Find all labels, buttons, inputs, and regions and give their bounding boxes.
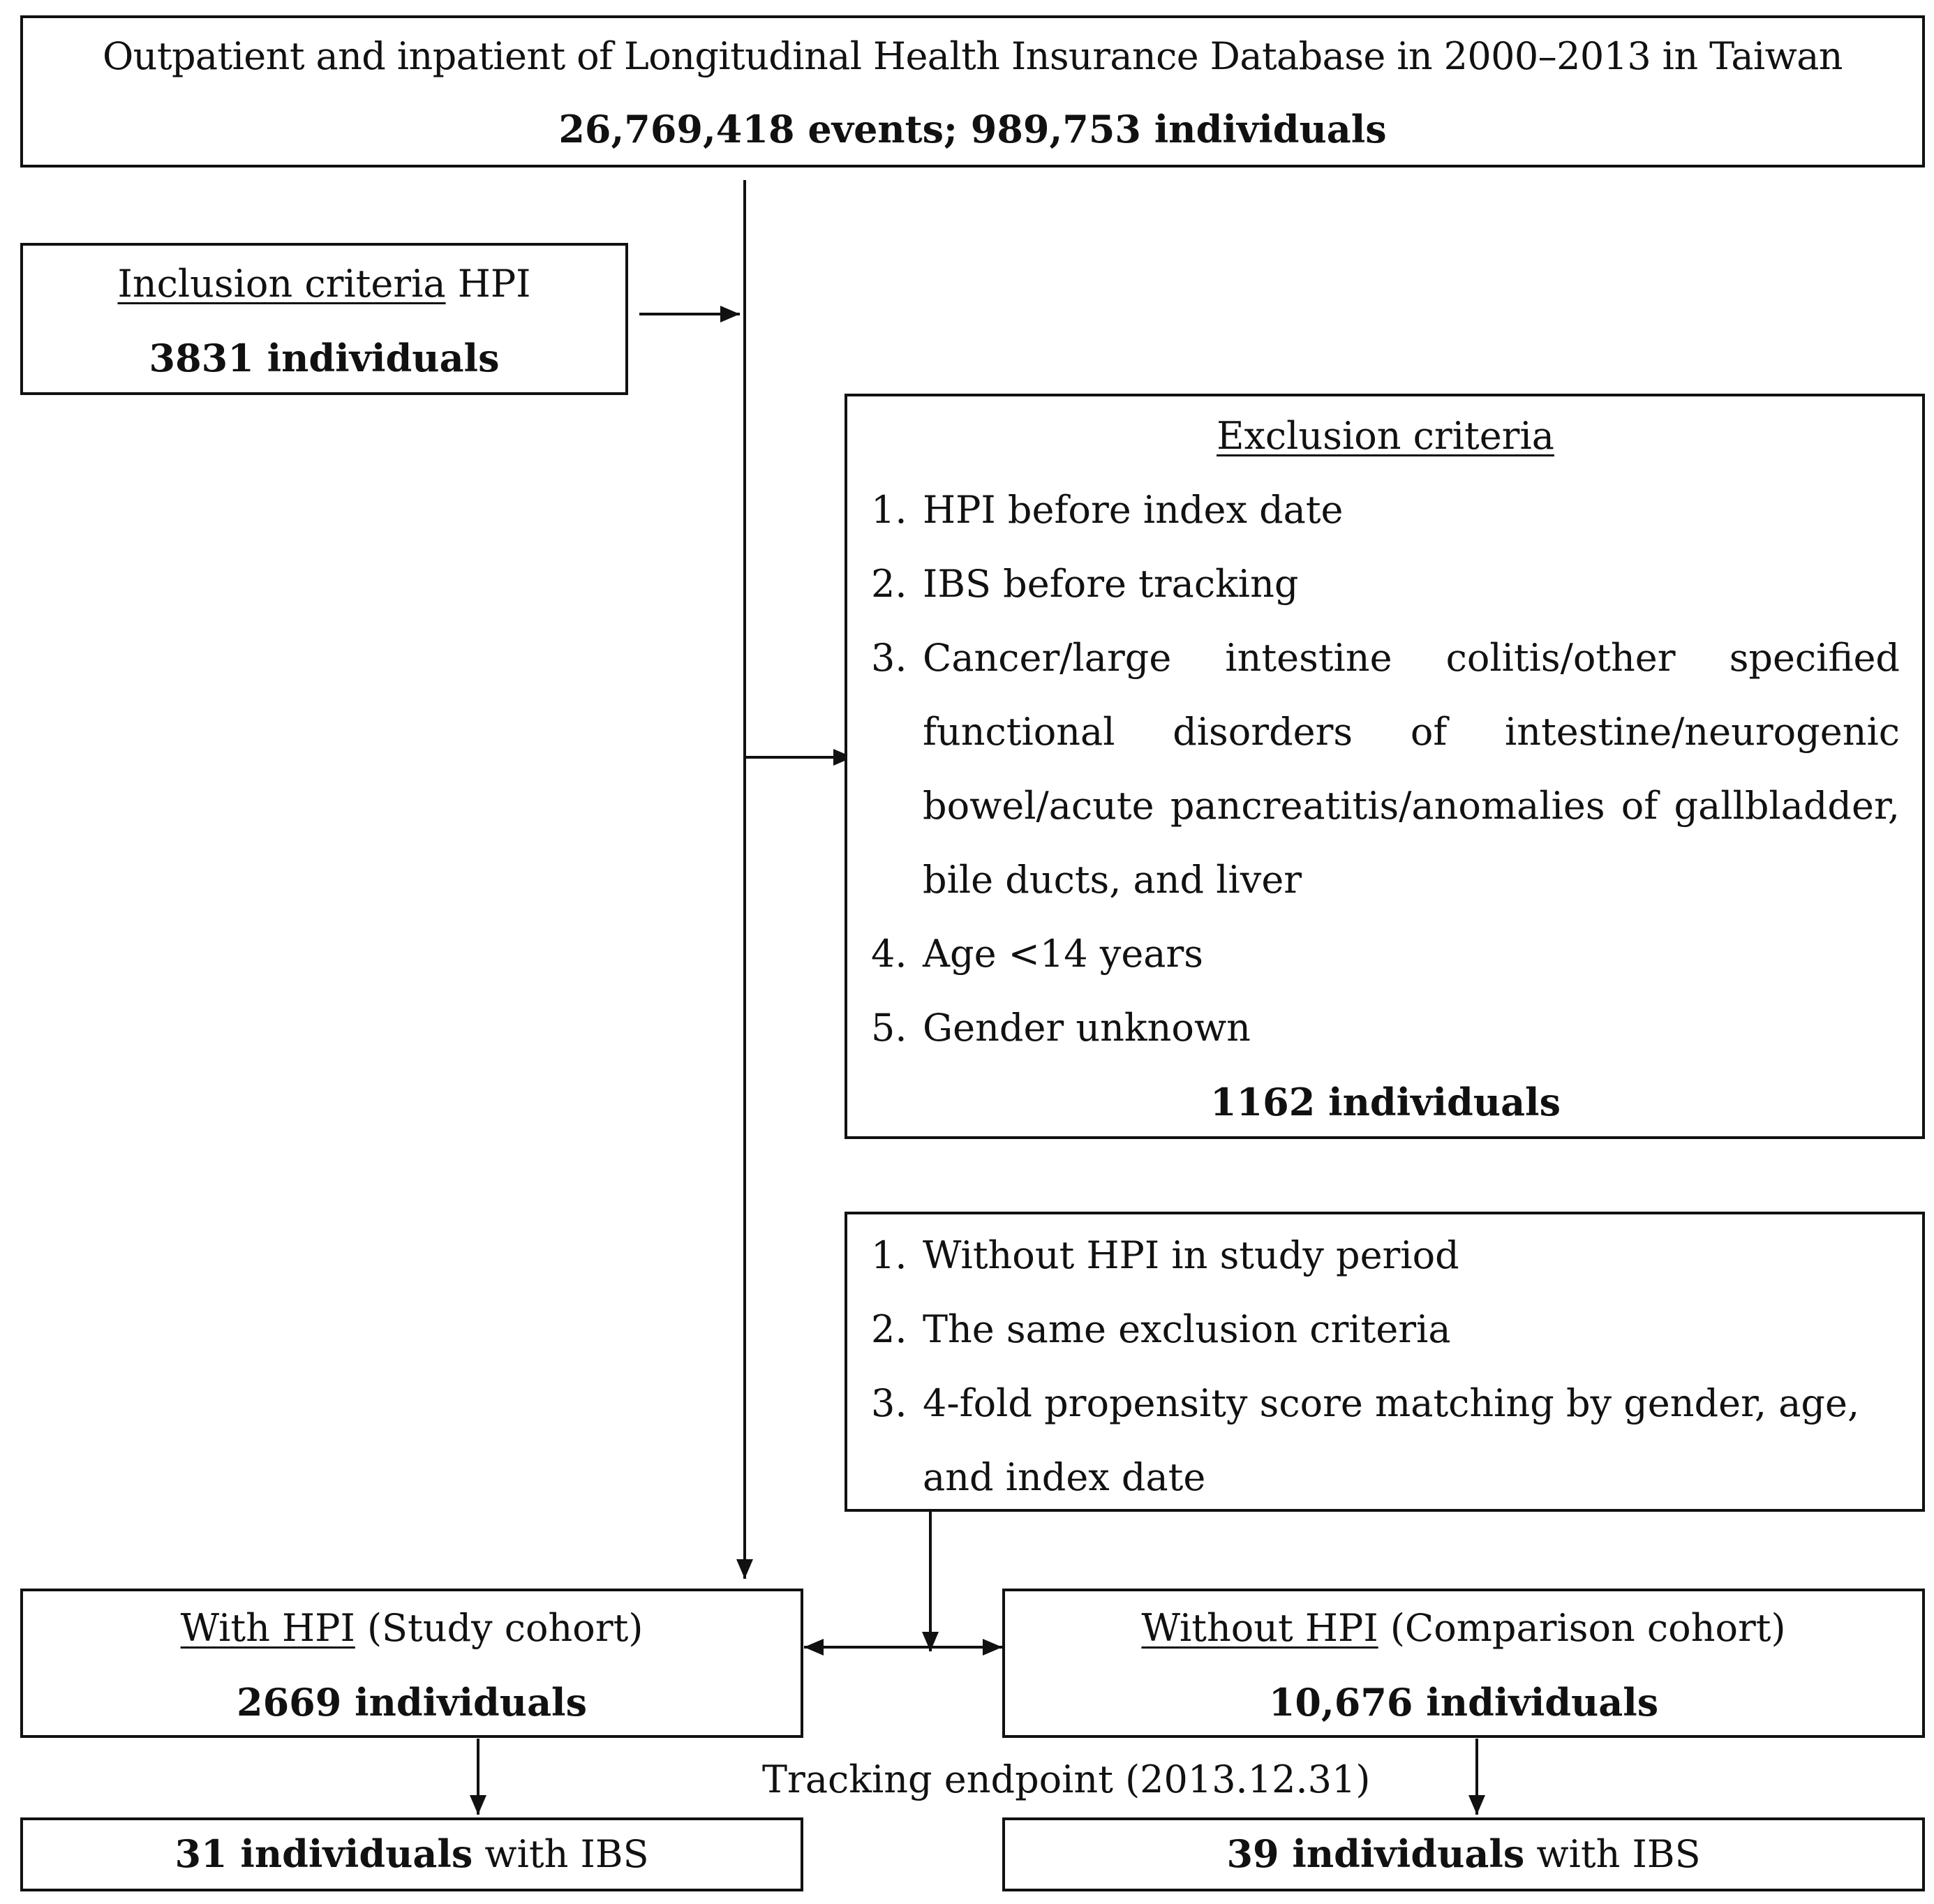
matching-item bbox=[871, 1293, 1900, 1367]
matching-item-number: 2. bbox=[871, 1307, 907, 1351]
inclusion-criteria-box bbox=[20, 243, 628, 395]
comparison-outcome-text bbox=[1005, 1820, 1922, 1888]
exclusion-item bbox=[871, 991, 1900, 1065]
exclusion-count: 1162 individuals bbox=[1210, 1080, 1561, 1124]
exclusion-item-text: HPI before index date bbox=[923, 488, 1344, 532]
study-outcome-rest: with IBS bbox=[473, 1832, 649, 1876]
exclusion-item bbox=[871, 473, 1900, 547]
exclusion-item-number: 2. bbox=[871, 562, 907, 606]
inclusion-title bbox=[23, 247, 625, 321]
study-outcome-box bbox=[20, 1817, 803, 1891]
exclusion-item-text: Gender unknown bbox=[923, 1006, 1251, 1050]
exclusion-item-number: 4. bbox=[871, 932, 907, 976]
comparison-cohort-title bbox=[1005, 1591, 1922, 1665]
inclusion-title-rest: HPI bbox=[445, 262, 531, 306]
comparison-outcome-count: 39 individuals bbox=[1226, 1831, 1525, 1876]
comparison-cohort-box bbox=[1002, 1589, 1925, 1738]
comparison-outcome-box bbox=[1002, 1817, 1925, 1891]
exclusion-item bbox=[871, 547, 1900, 621]
exclusion-item-text: IBS before tracking bbox=[923, 562, 1299, 606]
exclusion-title bbox=[871, 399, 1900, 473]
matching-item-number: 3. bbox=[871, 1381, 907, 1425]
comparison-outcome-rest: with IBS bbox=[1524, 1832, 1701, 1876]
comparison-cohort-title-rest: (Comparison cohort) bbox=[1378, 1606, 1786, 1650]
matching-item bbox=[871, 1219, 1900, 1293]
inclusion-title-underlined: Inclusion criteria bbox=[117, 262, 446, 306]
exclusion-item-number: 3. bbox=[871, 636, 907, 680]
comparison-cohort-title-underlined: Without HPI bbox=[1141, 1606, 1378, 1650]
comparison-cohort-count: 10,676 individuals bbox=[1268, 1680, 1659, 1725]
study-outcome-text bbox=[23, 1820, 801, 1888]
exclusion-item bbox=[871, 621, 1900, 917]
inclusion-count: 3831 individuals bbox=[149, 336, 500, 380]
exclusion-item-number: 5. bbox=[871, 1006, 907, 1050]
exclusion-criteria-box bbox=[845, 394, 1925, 1139]
exclusion-title-text: Exclusion criteria bbox=[1217, 414, 1554, 458]
exclusion-item bbox=[871, 917, 1900, 991]
study-cohort-title-rest: (Study cohort) bbox=[355, 1606, 644, 1650]
exclusion-item-number: 1. bbox=[871, 488, 907, 532]
study-cohort-title bbox=[23, 1591, 801, 1665]
exclusion-item-text: Cancer/large intestine colitis/other specified functional disorders of intestine/neurogenic bowel/acute pancreatitis/anomalies of gallbladder, bile ducts, and liver bbox=[923, 636, 1900, 902]
study-outcome-count: 31 individuals bbox=[174, 1831, 473, 1876]
source-description: Outpatient and inpatient of Longitudinal Health Insurance Database in 2000–2013 in Taiwan bbox=[103, 34, 1843, 78]
matching-item-text: Without HPI in study period bbox=[923, 1233, 1459, 1277]
study-cohort-count: 2669 individuals bbox=[237, 1680, 587, 1725]
tracking-endpoint-label: Tracking endpoint (2013.12.31) bbox=[762, 1757, 1371, 1801]
matching-item bbox=[871, 1367, 1900, 1515]
matching-criteria-box bbox=[845, 1212, 1925, 1512]
study-cohort-box bbox=[20, 1589, 803, 1738]
matching-item-text: 4-fold propensity score matching by gender, age, and index date bbox=[923, 1381, 1860, 1499]
source-database-box bbox=[20, 15, 1925, 168]
matching-item-number: 1. bbox=[871, 1233, 907, 1277]
matching-item-text: The same exclusion criteria bbox=[923, 1307, 1451, 1351]
exclusion-item-text: Age <14 years bbox=[923, 932, 1203, 976]
study-cohort-title-underlined: With HPI bbox=[180, 1606, 355, 1650]
source-count: 26,769,418 events; 989,753 individuals bbox=[558, 107, 1387, 151]
